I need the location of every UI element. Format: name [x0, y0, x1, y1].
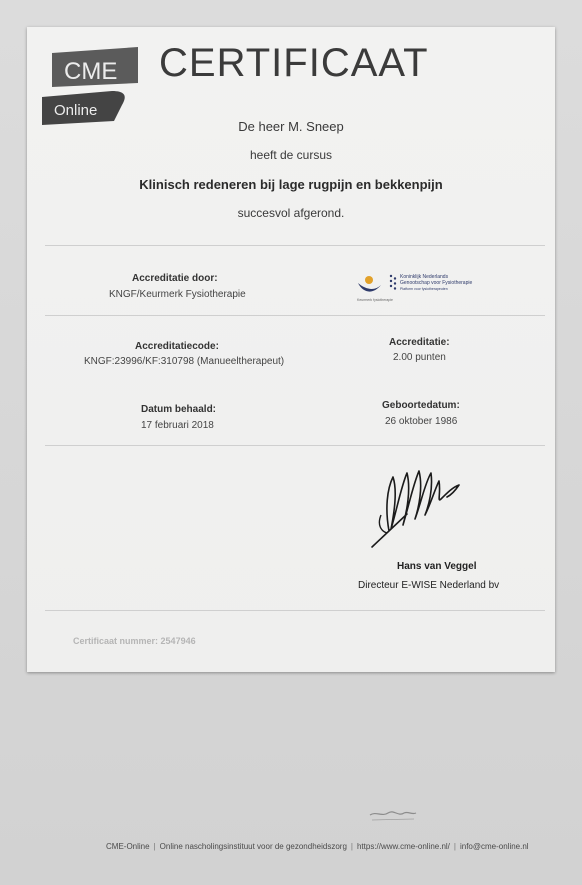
footer-tagline: Online nascholingsinstituut voor de gezondheidszorg — [159, 842, 347, 851]
faint-stamp-mark — [368, 805, 418, 823]
divider — [45, 445, 545, 446]
certificate-sheet — [27, 27, 555, 672]
logo-top-text: CME — [64, 58, 118, 85]
footer: CME-Online | Online nascholingsinstituut voor de gezondheidszorg | https://www.cme-online.nl/ | info@cme-online.nl — [106, 842, 529, 851]
birth-date-label: Geboortedatum: — [382, 400, 460, 411]
divider — [45, 315, 545, 316]
kngf-logo — [355, 271, 485, 303]
signer-role: Directeur E-WISE Nederland bv — [358, 580, 500, 591]
kngf-line1: Koninklijk Nederlands — [400, 274, 449, 280]
divider — [45, 245, 545, 246]
completed-text: succesvol afgerond. — [237, 206, 345, 220]
date-obtained-label: Datum behaald: — [141, 404, 217, 415]
certificate-number-value: 2547946 — [160, 636, 196, 646]
certificate-title: CERTIFICAAT — [159, 41, 429, 85]
intro-text: heeft de cursus — [249, 148, 333, 162]
logo-bottom-text: Online — [54, 102, 98, 119]
footer-website[interactable]: https://www.cme-online.nl/ — [356, 842, 450, 851]
accreditation-code-value: KNGF:23996/KF:310798 (Manueeltherapeut) — [84, 356, 285, 367]
divider — [45, 610, 545, 611]
accreditation-code-label: Accreditatiecode: — [135, 341, 219, 352]
kngf-line2: Genootschap voor Fysiotherapie — [400, 280, 473, 286]
date-obtained-value: 17 februari 2018 — [141, 420, 214, 431]
certificate-number — [73, 636, 196, 646]
signer-name: Hans van Veggel — [397, 561, 477, 572]
footer-email[interactable]: info@cme-online.nl — [459, 842, 529, 851]
birth-date-value: 26 oktober 1986 — [385, 416, 458, 427]
kngf-tagline: Platform voor fysiotherapeuten — [400, 287, 448, 291]
accreditation-value: 2.00 punten — [393, 352, 446, 363]
signature — [367, 459, 467, 554]
certificate-number-label: Certificaat nummer: — [73, 636, 159, 646]
recipient-name: De heer M. Sneep — [238, 119, 344, 134]
accreditation-by-value: KNGF/Keurmerk Fysiotherapie — [109, 289, 246, 300]
accreditation-label: Accreditatie: — [389, 337, 450, 348]
accreditation-by-label: Accreditatie door: — [132, 273, 218, 284]
footer-org: CME-Online — [106, 842, 150, 851]
svg-text:Keurmerk fysiotherapie: Keurmerk fysiotherapie — [357, 298, 393, 302]
course-name: Klinisch redeneren bij lage rugpijn en bekkenpijn — [139, 177, 443, 192]
